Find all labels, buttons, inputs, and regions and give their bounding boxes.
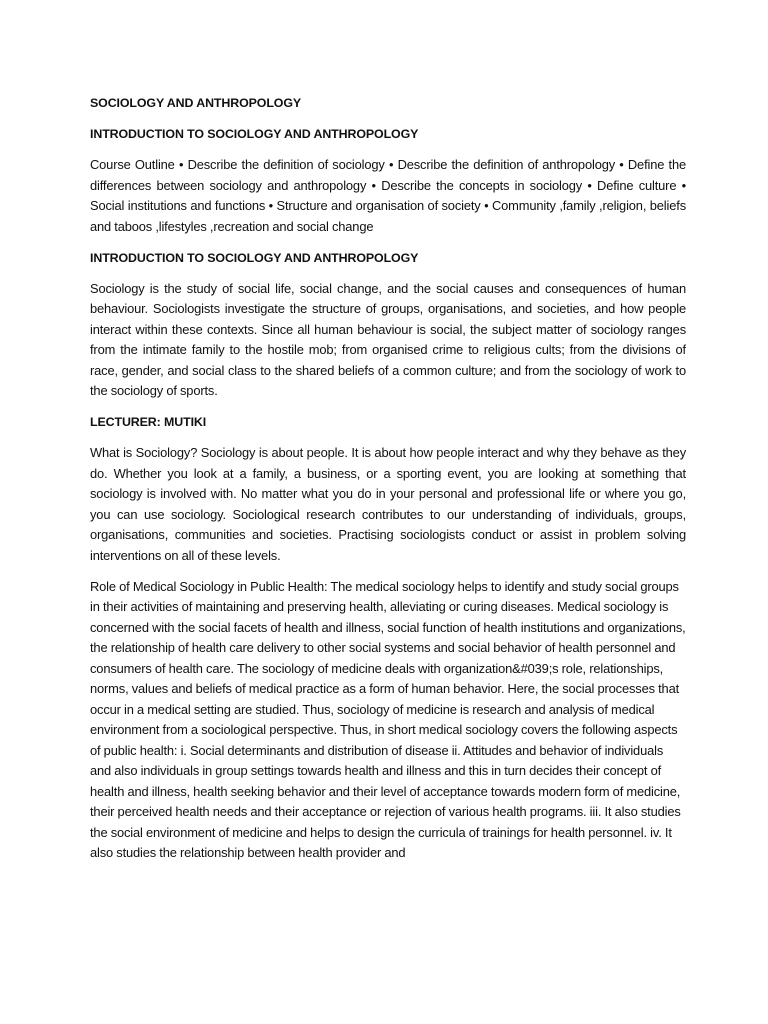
what-is-sociology-paragraph: What is Sociology? Sociology is about people. It is about how people interact and why they behave as they do. Whether you look at a family, a business, or a sporting event, you are looking at something that sociology is involved with. No matter what you do in your personal and professional life or where you go, you can use sociology. Sociological research contributes to our understanding of individuals, groups, organisations, communities and societies. Practising sociologists conduct or assist in problem solving interventions on all of these levels.	[90, 445, 686, 563]
sociology-definition-paragraph: Sociology is the study of social life, social change, and the social causes and consequences of human behaviour. Sociologists investigate the structure of groups, organisations, and societies, and how people interact within these contexts. Since all human behaviour is social, the subject matter of sociology ranges from the intimate family to the hostile mob; from organised crime to religious cults; from the divisions of race, gender, and social class to the shared beliefs of a common culture; and from the sociology of work to the sociology of sports.	[90, 280, 686, 398]
document-page	[90, 93, 686, 874]
intro-heading-repeat: INTRODUCTION TO SOCIOLOGY AND ANTHROPOLOGY	[90, 250, 419, 265]
lecturer-heading: LECTURER: MUTIKI	[90, 415, 207, 429]
medical-sociology-paragraph: Role of Medical Sociology in Public Health: The medical sociology helps to identify and study social groups in their activities of maintaining and preserving health, alleviating or curing diseases. Medical sociology is concerned with the social facets of health and illness, social function of health institutions and organizations, the relationship of health care delivery to other social systems and social behavior of health personnel and consumers of health care. The sociology of medicine deals with organization&#039;s role, relationships, norms, values and beliefs of medical practice as a form of human behavior. Here, the social processes that occur in a medical setting are studied. Thus, sociology of medicine is research and analysis of medical environment from a sociological perspective. Thus, in short medical sociology covers the following aspects of public health: i. Social determinants and distribution of disease ii. Attitudes and behavior of individuals and also individuals in group settings towards health and illness and this in turn decides their concept of health and illness, health seeking behavior and their level of acceptance towards modern form of medicine, their perceived health needs and their acceptance or rejection of various health programs. iii. It also studies the social environment of medicine and helps to design the curricula of trainings for health personnel. iv. It also studies the relationship between health provider and	[90, 578, 686, 860]
course-outline-paragraph: Course Outline • Describe the definition of sociology • Describe the definition of anthropology • Define the differences between sociology and anthropology • Describe the concepts in sociology • Define culture • Social institutions and functions • Structure and organisation of society • Community ,family ,religion, beliefs and taboos ,lifestyles ,recreation and social change	[90, 157, 686, 234]
document-title: SOCIOLOGY AND ANTHROPOLOGY	[90, 96, 302, 110]
intro-heading: INTRODUCTION TO SOCIOLOGY AND ANTHROPOLOGY	[90, 127, 419, 141]
